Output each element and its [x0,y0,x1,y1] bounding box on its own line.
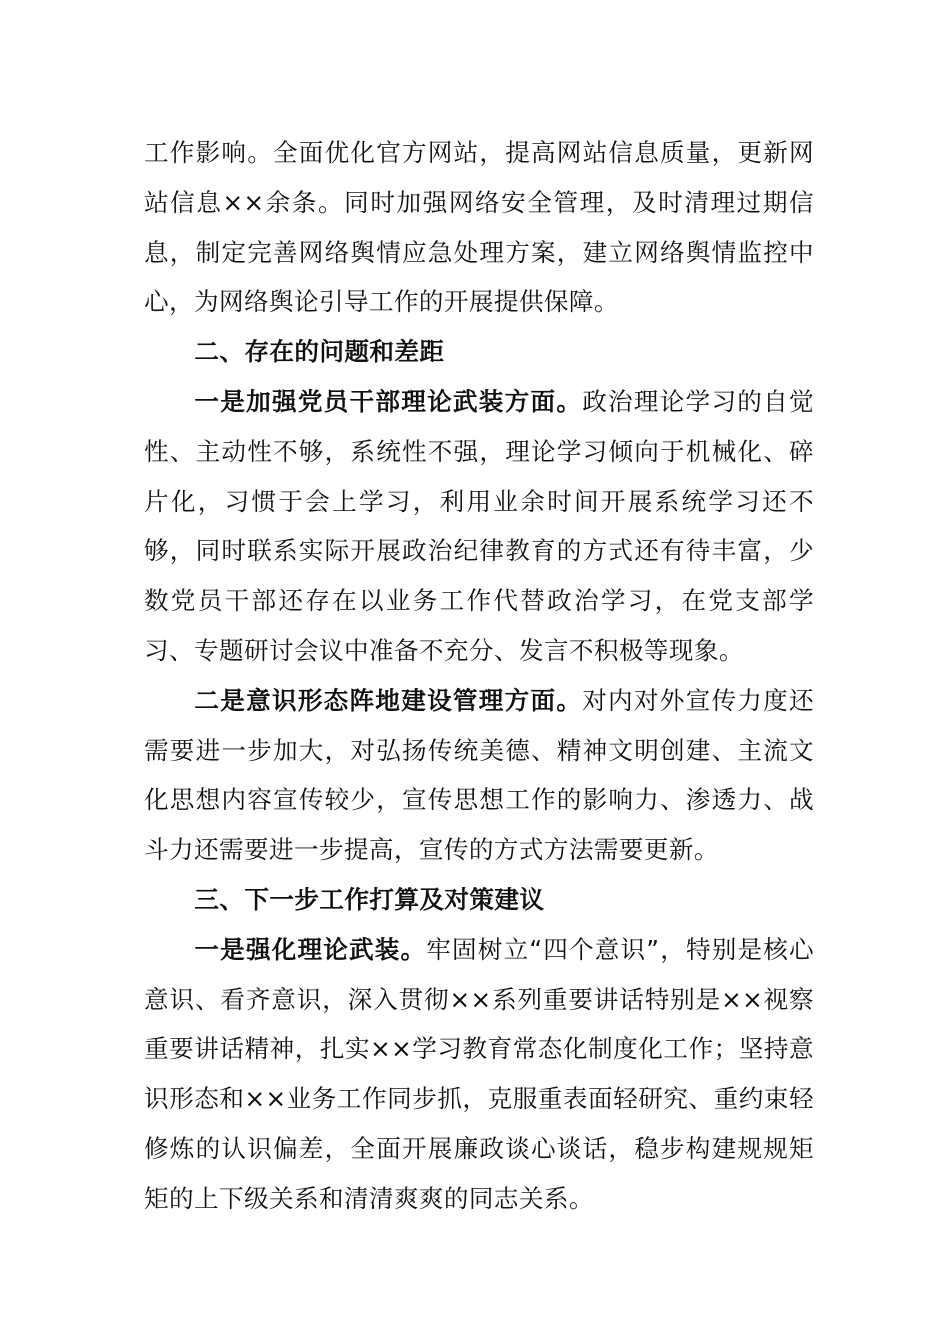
paragraph-text: 工作影响。全面优化官方网站，提高网站信息质量，更新网站信息××余条。同时加强网络安全管理，及时清理过期信息，制定完善网络舆情应急处理方案，建立网络舆情监控中心，为网络舆论引导工作的开展提供保障。 [144,138,814,317]
section-heading-problems [144,327,814,377]
paragraph-text: 牢固树立“四个意识”，特别是核心意识、看齐意识，深入贯彻××系列重要讲话特别是××视察重要讲话精神，扎实××学习教育常态化制度化工作；坚持意识形态和××业务工作同步抓，克服重表面轻研究、重约束轻修炼的认识偏差，全面开展廉政谈心谈话，稳步构建规规矩矩的上下级关系和清清爽爽的同志关系。 [144,934,814,1213]
heading-text: 二、存在的问题和差距 [194,337,445,367]
paragraph-website-work [144,128,814,327]
paragraph-lead: 一是加强党员干部理论武装方面。 [194,386,583,416]
section-heading-next-steps [144,875,814,925]
paragraph-ideology-position [144,676,814,875]
heading-text: 三、下一步工作打算及对策建议 [194,884,545,914]
paragraph-text: 对内对外宣传力度还需要进一步加大，对弘扬传统美德、精神文明创建、主流文化思想内容宣传较少，宣传思想工作的影响力、渗透力、战斗力还需要进一步提高，宣传的方式方法需要更新。 [144,685,814,865]
paragraph-strengthen-theory [144,925,814,1224]
paragraph-lead: 二是意识形态阵地建设管理方面。 [194,685,583,715]
paragraph-theory-armament [144,377,814,676]
paragraph-text: 政治理论学习的自觉性、主动性不够，系统性不强，理论学习倾向于机械化、碎片化，习惯于会上学习，利用业余时间开展系统学习还不够，同时联系实际开展政治纪律教育的方式还有待丰富，少数党员干部还存在以业务工作代替政治学习，在党支部学习、专题研讨会议中准备不充分、发言不积极等现象。 [144,386,814,665]
paragraph-lead: 一是强化理论武装。 [194,934,427,964]
document-body [144,128,814,1224]
